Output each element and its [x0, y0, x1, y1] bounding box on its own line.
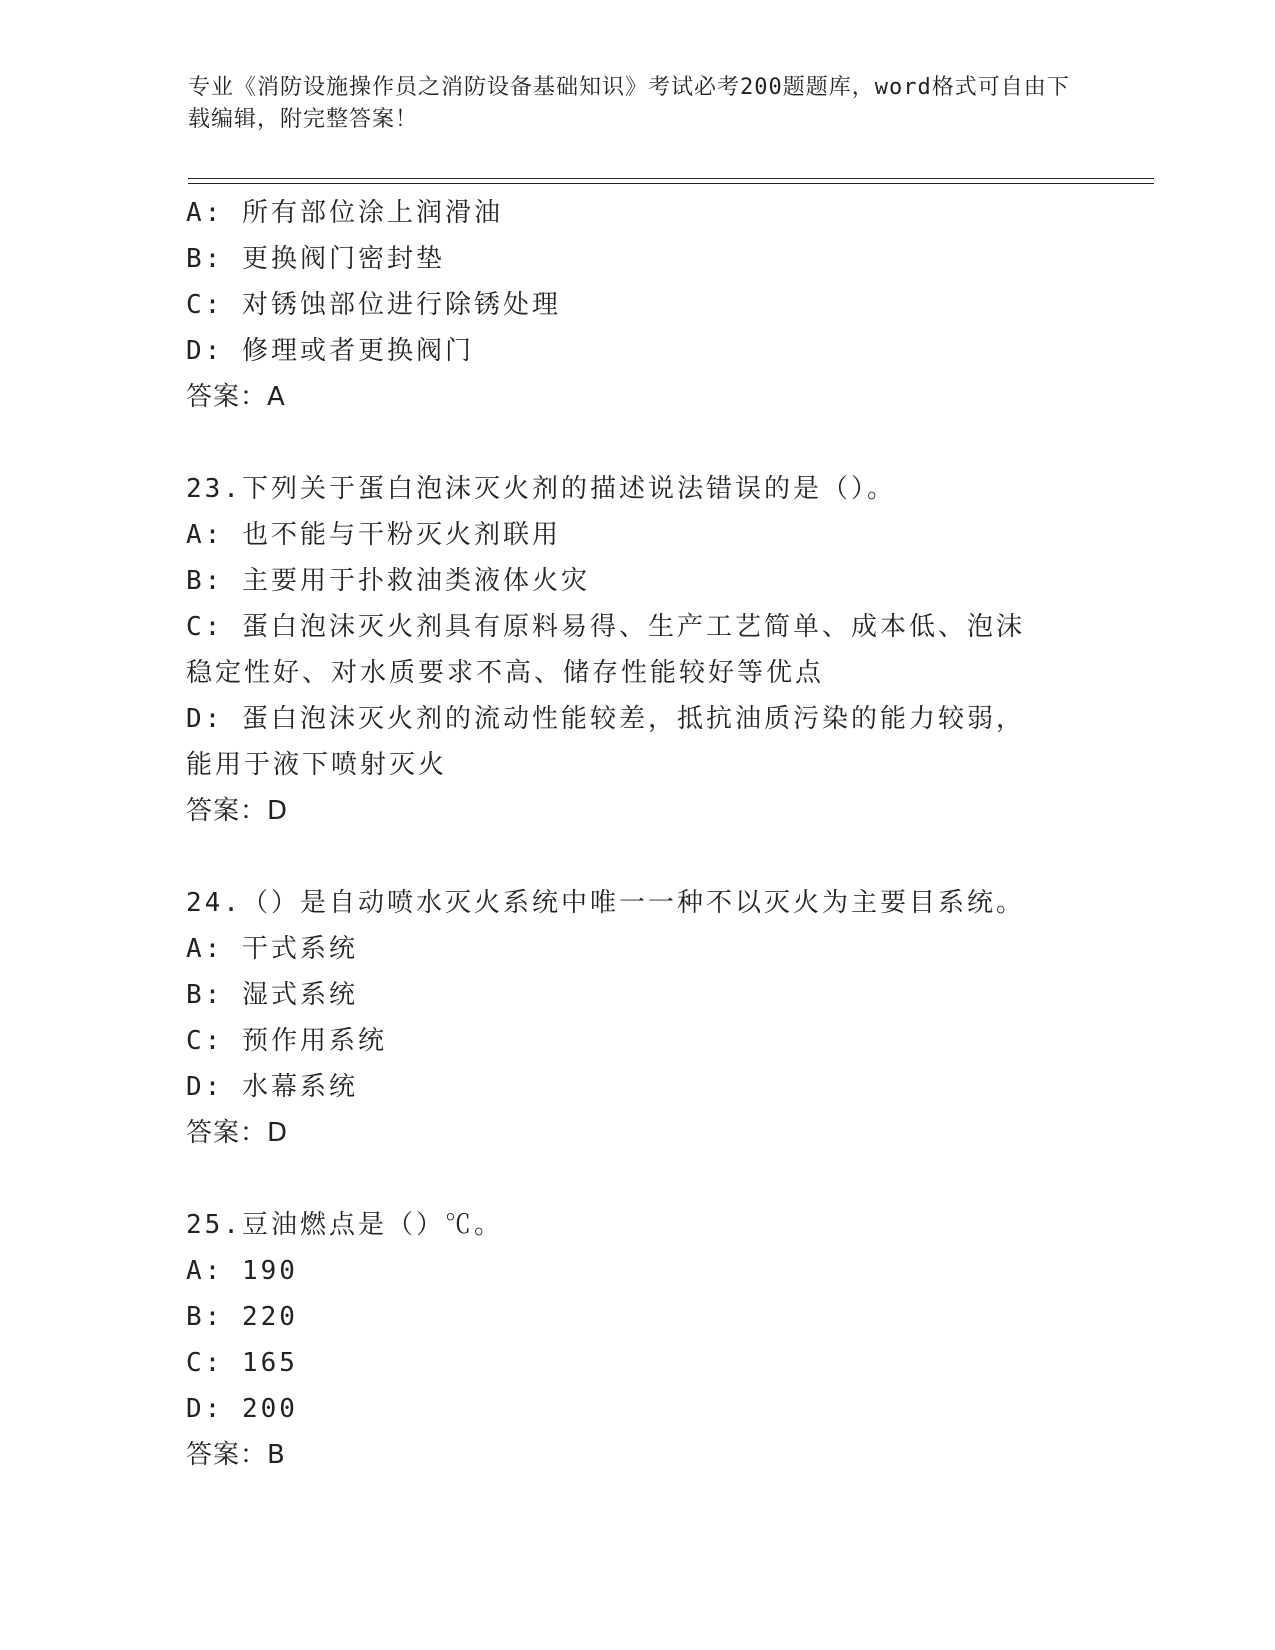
- question-title: 23.下列关于蛋白泡沫灭火剂的描述说法错误的是（）。: [186, 474, 896, 504]
- header-divider-bottom: [188, 183, 1154, 184]
- option-c: C: 蛋白泡沫灭火剂具有原料易得、生产工艺简单、成本低、泡沫稳定性好、对水质要求不高、储存性能较好等优点: [186, 612, 1025, 688]
- answer-line: 答案：B: [186, 1440, 286, 1470]
- spacer: [186, 1156, 1086, 1202]
- question-22-continued: [186, 190, 1086, 420]
- question-24: [186, 880, 1086, 1156]
- spacer: [186, 420, 1086, 466]
- question-list: [186, 190, 1086, 1478]
- question-title: 25.豆油燃点是（）℃。: [186, 1210, 503, 1240]
- option-b: B: 更换阀门密封垫: [186, 244, 445, 274]
- question-title: 24.（）是自动喷水灭火系统中唯一一种不以灭火为主要目系统。: [186, 888, 1025, 918]
- answer-line: 答案：A: [186, 382, 286, 412]
- header-divider-top: [188, 178, 1154, 179]
- option-a: A: 190: [186, 1256, 298, 1286]
- spacer: [186, 834, 1086, 880]
- document-intro: 专业《消防设施操作员之消防设备基础知识》考试必考200题题库，word格式可自由下载编辑，附完整答案！: [188, 75, 1070, 132]
- option-b: B: 主要用于扑救油类液体火灾: [186, 566, 590, 596]
- option-c: C: 预作用系统: [186, 1026, 387, 1056]
- option-d: D: 水幕系统: [186, 1072, 358, 1102]
- option-d: D: 蛋白泡沫灭火剂的流动性能较差，抵抗油质污染的能力较弱，能用于液下喷射灭火: [186, 704, 1025, 780]
- option-c: C: 165: [186, 1348, 298, 1378]
- option-d: D: 修理或者更换阀门: [186, 336, 474, 366]
- question-25: [186, 1202, 1086, 1478]
- answer-line: 答案：D: [186, 796, 289, 826]
- option-a: A: 所有部位涂上润滑油: [186, 198, 503, 228]
- option-a: A: 也不能与干粉灭火剂联用: [186, 520, 561, 550]
- option-c: C: 对锈蚀部位进行除锈处理: [186, 290, 561, 320]
- option-d: D: 200: [186, 1394, 298, 1424]
- option-b: B: 湿式系统: [186, 980, 358, 1010]
- option-b: B: 220: [186, 1302, 298, 1332]
- answer-line: 答案：D: [186, 1118, 289, 1148]
- question-23: [186, 466, 1086, 834]
- option-a: A: 干式系统: [186, 934, 358, 964]
